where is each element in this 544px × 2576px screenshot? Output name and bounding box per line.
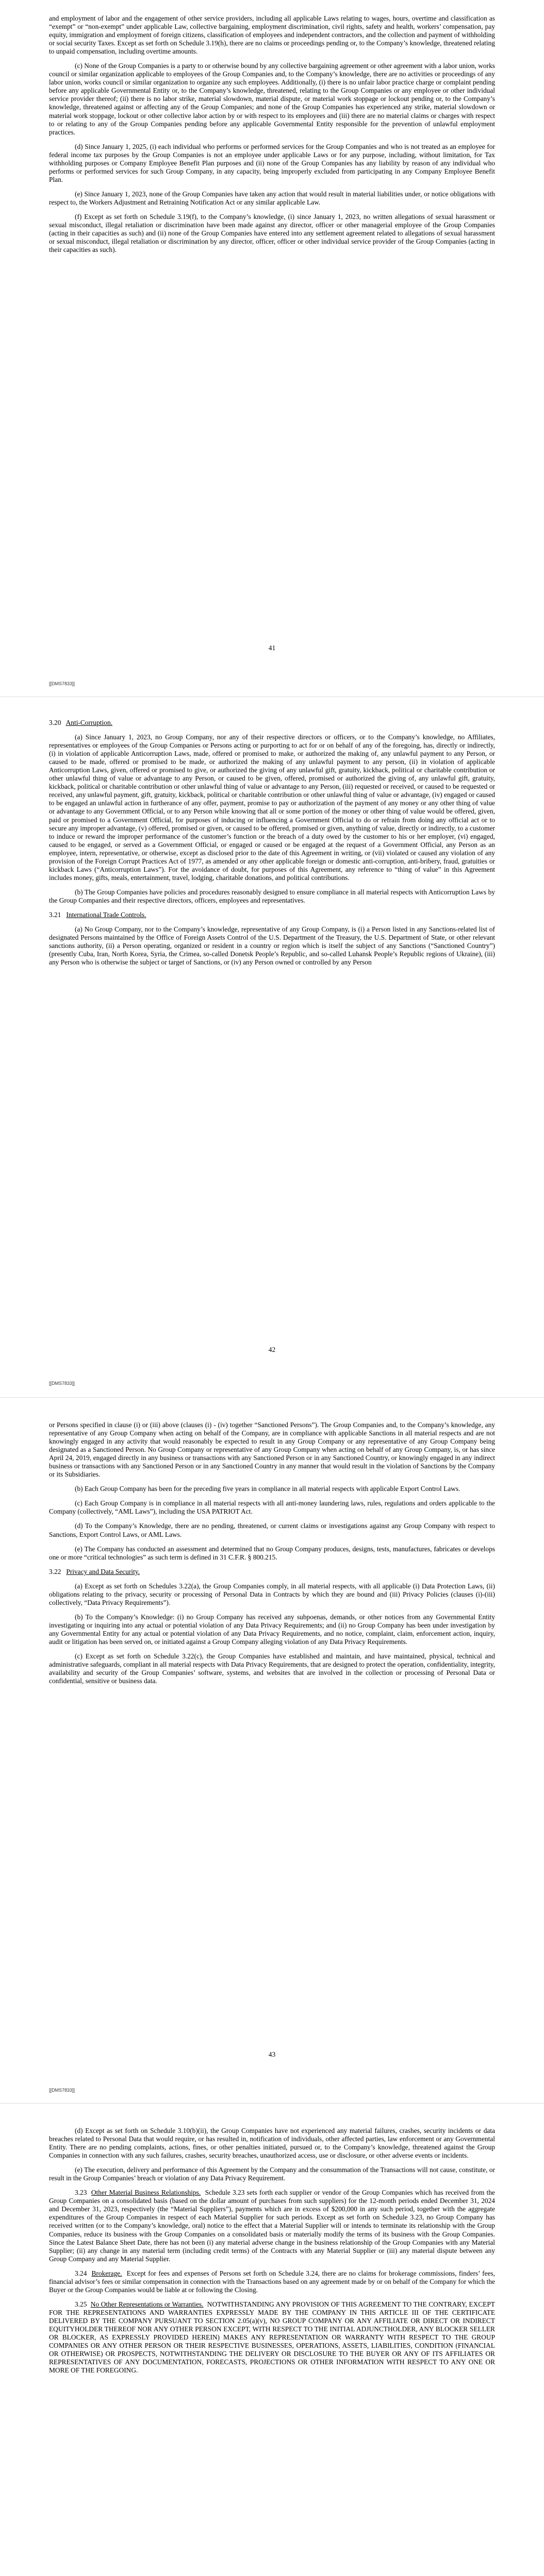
page-41-body — [49, 14, 495, 260]
document-id: [[DMS7833]] — [49, 1381, 75, 1386]
page-separator — [0, 1397, 544, 1398]
paragraph: (e) The execution, delivery and performance of this Agreement by the Company and the consummation of the Transactions will not cause, constitute, or result in the Group Companies’ breach or violation of any Data Privacy Requirement. — [49, 2166, 495, 2182]
paragraph: (b) To the Company’s Knowledge: (i) no Group Company has received any subpoenas, demands, or other notices from any Governmental Entity investigating or inquiring into any actual or potential violation of any Data Privacy Requirements; and (ii) no Group Company has been under investigation by any Governmental Entity for any actual or potential violation of any Data Privacy Requirements, and no notice, complaint, claim, enforcement action, inquiry, audit or litigation has been served on, or initiated against a Group Company alleging violation of any Data Privacy Requirements. — [49, 1613, 495, 1646]
paragraph: (a) No Group Company, nor to the Company’s knowledge, representative of any Group Company, is (i) a Person listed in any Sanctions-related list of designated Persons maintained by the Office of Foreign Assets Control of the U.S. Department of the Treasury, the U.S. Department of State, or other relevant sanctions authority, (ii) a Person operating, organized or resident in a country or region which is itself the subject of any Sanctions (“Sanctioned Country”) (presently Cuba, Iran, North Korea, Syria, the Crimea, so-called Donetsk People’s Republic, and so-called Luhansk People’s Republic regions of Ukraine), (iii) any Person who is otherwise the subject or target of Sanctions, or (iv) any Person owned or controlled by any Person — [49, 925, 495, 967]
paragraph: (a) Except as set forth on Schedules 3.22(a), the Group Companies comply, in all material respects, with all applicable (i) Data Protection Laws, (ii) obligations relating to the privacy, security or processing of Personal Data in Contracts by which they are bound and (iii) Privacy Policies (clauses (i)-(iii) collectively, “Data Privacy Requirements”). — [49, 1582, 495, 1606]
paragraph: and employment of labor and the engagement of other service providers, including all applicable Laws relating to wages, hours, overtime and classification as “exempt” or “non-exempt” under applicable Law, collective bargaining, employment discrimination, civil rights, safety and health, workers’ compensation, pay equity, immigration and employment of foreign citizens, classification of employees and independent contractors, and the collection and payment of withholding or social security Taxes. Except as set forth on Schedule 3.19(h), there are no claims or proceedings pending or, to the Company’s knowledge, threatened relating to unpaid compensation, including overtime amounts. — [49, 14, 495, 56]
paragraph: (c) Each Group Company is in compliance in all material respects with all anti-money laundering laws, rules, regulations and orders applicable to the Company (collectively, “AML Laws”), including the USA PATRIOT Act. — [49, 1499, 495, 1516]
paragraph: (d) Since January 1, 2025, (i) each individual who performs or performed services for the Group Companies and who is not treated as an employee for federal income tax purposes by the Group Companies is not an employee under applicable Laws or for any purpose, including, without limitation, for Tax withholding purposes or Company Employee Benefit Plan purposes and (ii) none of the Group Companies has any liability by reason of any individual who performs or performed services for such Group Company, in any capacity, being improperly excluded from participating in any Company Employee Benefit Plan. — [49, 142, 495, 183]
page-number: 42 — [268, 1346, 276, 1353]
document-id: [[DMS7833]] — [49, 2088, 75, 2093]
paragraph: 3.25 No Other Representations or Warranties. NOTWITHSTANDING ANY PROVISION OF THIS AGREEMENT TO THE CONTRARY, EXCEPT FOR THE REPRESENTATIONS AND WARRANTIES EXPRESSLY MADE BY THE COMPANY IN THIS ARTICLE III OF THE CERTIFICATE DELIVERED BY THE COMPANY PURSUANT TO SECTION 2.05(a)(v), NO GROUP COMPANY OR ANY AFFILIATE OR DIRECT OR INDIRECT EQUITYHOLDER THEREOF NOR ANY OTHER PERSON EXCEPT, WITH RESPECT TO THE INITIAL ADJUNCTHOLDER, ANY BLOCKER SELLER OR BLOCKER, AS EXPRESSLY PROVIDED HEREIN) MAKES ANY REPRESENTATION OR WARRANTY WITH RESPECT TO THE GROUP COMPANIES OR ANY OTHER PERSON OR THEIR RESPECTIVE BUSINESSES, OPERATIONS, ASSETS, LIABILITIES, CONDITION (FINANCIAL OR OTHERWISE) OR PROSPECTS, NOTWITHSTANDING THE DELIVERY OR DISCLOSURE TO THE BUYER OR ANY OF ITS AFFILIATES OR REPRESENTATIVES OF ANY DOCUMENTATION, FORECASTS, PROJECTIONS OR OTHER INFORMATION WITH RESPECT TO ANY ONE OR MORE OF THE FOREGOING. — [49, 2300, 495, 2375]
paragraph: (a) Since January 1, 2023, no Group Company, nor any of their respective directors or officers, or to the Company’s knowledge, no Affiliates, representatives or employees of the Group Companies or Persons acting or purporting to act for or on behalf of any of the foregoing, has, directly or indirectly, (i) in violation of applicable Anticorruption Laws, made, offered or promised to make, or authorized the making of, any unlawful payment to any Person, or caused to be made, offered or promised to be made, or authorized the making of any unlawful payment to any person, (ii) in violation of applicable Anticorruption Laws, given, offered or promised to give, or authorized the giving of any unlawful gift, gratuity, kickback, political or charitable contribution or other unlawful thing of value or advantage to any Person, or caused to be given, offered, promised or authorized the giving of, any unlawful gift, gratuity, kickback, political or charitable contribution or other unlawful thing of value or advantage to any Person, (iii) requested or received, or caused to be requested or received, any unlawful payment, gift, gratuity, kickback, political or charitable contribution or other unlawful thing of value or advantage, (iv) engaged or caused to be engaged an unlawful action in furtherance of any offer, payment, promise to pay or authorization of the payment of any money or any other thing of value or advantage to any Government Official, or to any Person while knowing that all or some portion of the money or other thing of value would be offered, given, paid or promised to a Government Official, for purposes of inducing or influencing a Government Official to do or refrain from doing any official act or to secure any improper advantage, (v) offered, promised or given, or caused to be offered, promised or given, anything of value, directly or indirectly, to a customer to induce or reward the improper performance of the customer’s function or the breach of a duty owed by the customer to his or her employer, (vi) engaged, caused to be engaged, or served as a Government Official, or engaged or caused or be engaged at the request of a Government Official, any Person as an employee, intern, representative, or otherwise, except as disclosed prior to the date of this Agreement in writing, or (vii) violated or caused any violation of any provision of the Foreign Corrupt Practices Act of 1977, as amended or any other applicable foreign or domestic anti-corruption, anti-bribery, fraud, gratuities or kickback Laws (“Anticorruption Laws”). For the avoidance of doubt, for purposes of this Agreement, any reference to “thing of value” in this Agreement includes money, gifts, meals, entertainment, travel, lodging, charitable donations, and political contributions. — [49, 733, 495, 882]
page-number: 41 — [268, 644, 276, 652]
section-heading: 3.21 International Trade Controls. — [49, 910, 146, 919]
section-heading: 3.20 Anti-Corruption. — [49, 719, 112, 726]
paragraph: (e) Since January 1, 2023, none of the Group Companies have taken any action that would result in material liabilities under, or notice obligations with respect to, the Workers Adjustment and Retraining Notification Act or any similar applicable Law. — [49, 190, 495, 206]
paragraph: (f) Except as set forth on Schedule 3.19(f), to the Company’s knowledge, (i) since January 1, 2023, no written allegations of sexual harassment or sexual misconduct, illegal retaliation or discrimination have been made against any director, officer or other managerial employee of the Group Companies (acting in their capacities as such) and (ii) none of the Group Companies have entered into any settlement agreement related to allegations of sexual harassment or sexual misconduct, illegal retaliation or discrimination by any director, officer, officer or other individual service provider of the Group Companies (acting in their capacities as such). — [49, 212, 495, 254]
page-43-body — [49, 1421, 495, 1691]
paragraph: 3.23 Other Material Business Relationships. Schedule 3.23 sets forth each supplier or vendor of the Group Companies which has received from the Group Companies on a consolidated basis (based on the dollar amount of purchases from such suppliers) for the 12-month periods ended December 31, 2024 and December 31, 2023, respectively (the “Material Suppliers”), payments which are in excess of $200,000 in any such period, together with the aggregate expenditures of the Group Companies in respect of each Material Supplier for such periods. Except as set forth on Schedule 3.23, no Group Company has received written (or to the Company’s knowledge, oral) notice to the effect that a Material Supplier will or intends to terminate its relationship with the Group Companies, reduce its business with the Group Companies on a consolidated basis or materially modify the terms of its business with the Group Companies. Since the Latest Balance Sheet Date, there has not been (i) any material adverse change in the business relationship of the Group Companies with any Material Supplier; (ii) any change in any material term (including credit terms) of the Contracts with any Material Supplier or (iii) any material dispute between any Group Company and any Material Supplier. — [49, 2189, 495, 2263]
paragraph: or Persons specified in clause (i) or (iii) above (clauses (i) - (iv) together “Sanctioned Persons”). The Group Companies and, to the Company’s knowledge, any representative of any Group Company when acting on behalf of the Company, are in compliance with applicable Sanctions in all material respects and are not knowingly engaged in any activity that would reasonably be expected to result in any Group Company or any representative of any Group Company being designated as a Sanctioned Person. No Group Company or representative of any Group Company when acting on behalf of any Group Company, is, or has since April 24, 2019, engaged directly in any business or transactions with any Sanctioned Person or in any Sanctioned Country, or knowingly engaged in any indirect business or transactions with any Sanctioned Person or in any Sanctioned Country in any manner that would result in the violation of Sanctions by the Company or its Subsidiaries. — [49, 1421, 495, 1479]
page-42-body — [49, 719, 495, 973]
document-id: [[DMS7833]] — [49, 681, 75, 686]
paragraph: (c) Except as set forth on Schedule 3.22(c), the Group Companies have established and maintain, and have maintained, physical, technical and administrative safeguards, compliant in all material respects with Data Privacy Requirements, that are designed to protect the operation, confidentiality, integrity, availability and security of the Group Companies’ software, systems, and websites that are involved in the collection or processing of Personal Data or confidential, sensitive or business data. — [49, 1652, 495, 1685]
paragraph: (b) The Group Companies have policies and procedures reasonably designed to ensure compliance in all material respects with Anticorruption Laws by the Group Companies and their respective directors, officers, employees and representatives. — [49, 888, 495, 904]
paragraph: (b) Each Group Company has been for the preceding five years in compliance in all material respects with applicable Export Control Laws. — [75, 1485, 460, 1493]
page-number: 43 — [268, 2050, 276, 2058]
paragraph: (d) To the Company’s Knowledge, there are no pending, threatened, or current claims or investigations against any Group Company with respect to Sanctions, Export Control Laws, or AML Laws. — [49, 1522, 495, 1538]
paragraph: (c) None of the Group Companies is a party to or otherwise bound by any collective bargaining agreement or other agreement with a labor union, works council or similar organization applicable to employees of the Group Companies and, to the Company’s knowledge, there are no activities or proceedings of any labor union, works council or similar organization to organize any such employees. Additionally, (i) there is no unfair labor practice charge or complaint pending before any applicable Governmental Entity or, to the Company’s knowledge, threatened, relating to the Group Companies or any employee or other individual service provider thereof; (ii) there is no labor strike, material slowdown, material dispute, or material work stoppage or lockout pending or, to the Company’s knowledge, threatened against or affecting any of the Group Companies; and none of the Group Companies has experienced any strike, material slowdown or material work stoppage, lockout or other collective labor action by or with respect to its employees and (iii) there are no material claims or charges with respect to or relating to any of the Group Companies pending before any applicable Governmental Entity responsible for the prevention of unlawful employment practices. — [49, 62, 495, 136]
page-separator — [0, 2103, 544, 2104]
paragraph: (e) The Company has conducted an assessment and determined that no Group Company produces, designs, tests, manufactures, fabricates or develops one or more “critical technologies” as such term is defined in 31 C.F.R. § 800.215. — [49, 1545, 495, 1561]
paragraph: (d) Except as set forth on Schedule 3.10(b)(ii), the Group Companies have not experienced any material failures, crashes, security incidents or data breaches related to Personal Data that would require, or has resulted in, notification of individuals, other affected parties, law enforcement or any Governmental Entity. There are no pending complaints, actions, fines, or other penalties initiated, pursued or, to the Company’s knowledge, threatened against the Group Companies in connection with any such failures, crashes, security breaches, unauthorized access, use or disclosure, or other adverse events or incidents. — [49, 2127, 495, 2160]
page-44-body — [49, 2127, 495, 2381]
section-heading: 3.22 Privacy and Data Security. — [49, 1567, 140, 1575]
paragraph: 3.24 Brokerage. Except for fees and expenses of Persons set forth on Schedule 3.24, there are no claims for brokerage commissions, finders’ fees, financial advisor’s fees or similar compensation in connection with the Transactions based on any agreement made by or on behalf of the Company for which the Buyer or the Group Companies would be liable at or following the Closing. — [49, 2269, 495, 2294]
